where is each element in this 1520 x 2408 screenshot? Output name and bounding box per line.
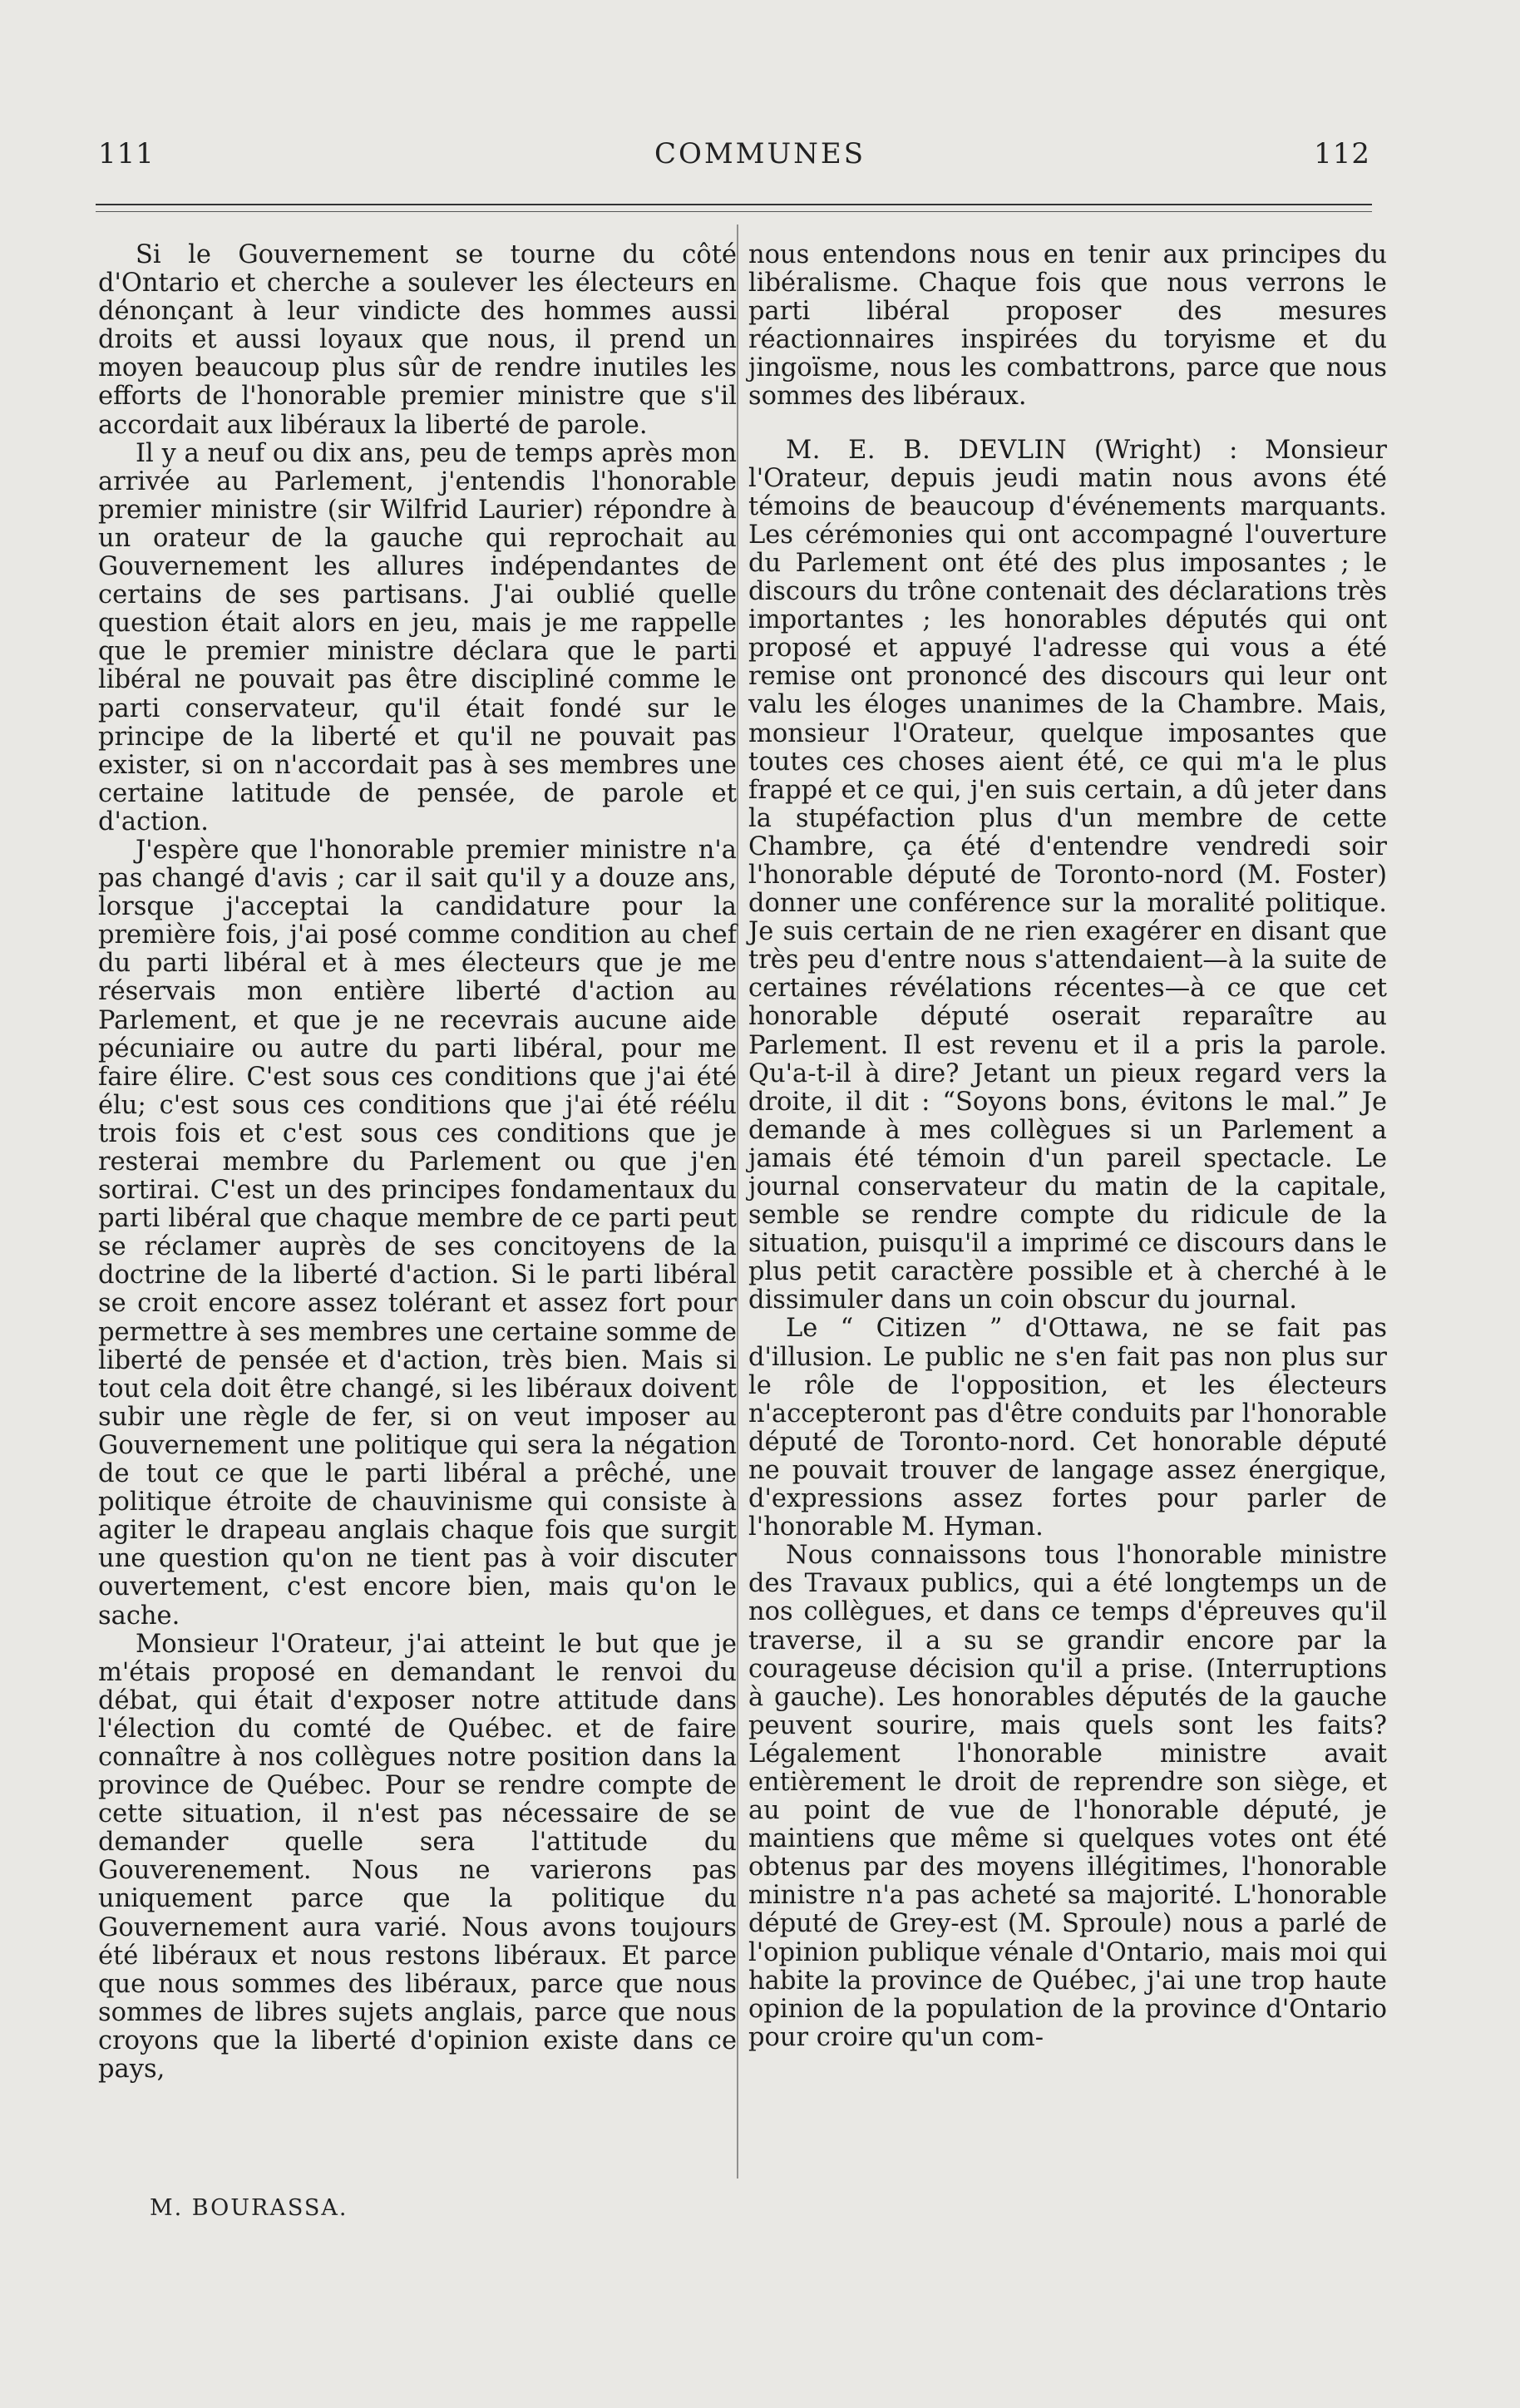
- paragraph: J'espère que l'honorable premier ministre n'a pas changé d'avis ; car il sait qu'il y a douze ans, lorsque j'acceptai la candidature pour la première fois, j'ai posé comme condition au chef du parti libéral et à mes électeurs que je me réservais mon entière liberté d'action au Parlement, et que je ne recevrais aucune aide pécuniaire ou autre du parti libéral, pour me faire élire. C'est sous ces conditions que j'ai été élu; c'est sous ces conditions que j'ai été réélu trois fois et c'est sous ces conditions que je resterai membre du Parlement ou que j'en sortirai. C'est un des principes fondamentaux du parti libéral que chaque membre de ce parti peut se réclamer auprès de ses concitoyens de la doctrine de la liberté d'action. Si le parti libéral se croit encore assez tolérant et assez fort pour permettre à ses membres une certaine somme de liberté de pensée et d'action, très bien. Mais si tout cela doit être changé, si les libéraux doivent subir une règle de fer, si on veut imposer au Gouvernement une politique qui sera la négation de tout ce que le parti libéral a prêché, une politique étroite de chauvinisme qui consiste à agiter le drapeau anglais chaque fois que surgit une question qu'on ne tient pas à voir discuter ouvertement, c'est encore bien, mais qu'on le sache.: [98, 835, 737, 1631]
- speech-text: : Monsieur l'Orateur, depuis jeudi matin nous avons été témoins de beaucoup d'événements marquants. Les cérémonies qui ont accompagné l'ouverture du Parlement ont été des plus imposantes ; le discours du trône contenait des déclarations très importantes ; les honorables députés qui ont proposé et appuyé l'adresse qui vous a été remise ont prononcé des discours qui leur ont valu les éloges unanimes de la Chambre. Mais, monsieur l'Orateur, quelque imposantes que toutes ces choses aient été, ce qui m'a le plus frappé et ce qui, j'en suis certain, a dû jeter dans la stupéfaction plus d'un membre de cette Chambre, ça été d'entendre vendredi soir l'honorable député de Toronto-nord (M. Foster) donner une conférence sur la moralité politique. Je suis certain de ne rien exagérer en disant que très peu d'entre nous s'attendaient—à la suite de certaines révélations récentes—à ce que cet honorable député oserait reparaître au Parlement. Il est revenu et il a pris la parole. Qu'a-t-il à dire? Jetant un pieux regard vers la droite, il dit : “Soyons bons, évitons le mal.” Je demande à mes collègues si un Parlement a jamais été témoin d'un pareil spectacle. Le journal conservateur du matin de la capitale, semble se rendre compte du ridicule de la situation, puisqu'il a imprimé ce discours dans le plus petit caractère possible et à cherché à le dissimuler dans un coin obscur du journal.: [748, 435, 1387, 1315]
- speaker-signature: M. BOURASSA.: [150, 2195, 348, 2221]
- left-column: [98, 241, 737, 2084]
- paragraph: Si le Gouvernement se tourne du côté d'Ontario et cherche a soulever les électeurs en dénonçant à leur vindicte des hommes aussi droits et aussi loyaux que nous, il prend un moyen beaucoup plus sûr de rendre inutiles les efforts de l'honorable premier ministre que s'il accordait aux libéraux la liberté de parole.: [98, 240, 737, 440]
- left-page-number: 111: [98, 137, 155, 170]
- speech-opening: [748, 437, 1387, 1315]
- header-rule: [96, 204, 1372, 205]
- header-rule-thin: [96, 211, 1372, 212]
- speaker-riding: (Wright): [1093, 435, 1202, 465]
- right-page-number: 112: [1314, 137, 1370, 170]
- speaker-name: M. E. B. DEVLIN: [786, 435, 1068, 465]
- paragraph: Nous connaissons tous l'honorable ministre des Travaux publics, qui a été longtemps un de nos collègues, et dans ce temps d'épreuves qu'il traverse, il a su se grandir encore par la courageuse décision qu'il a prise. (Interruptions à gauche). Les honorables députés de la gauche peuvent sourire, mais quels sont les faits? Légalement l'honorable ministre avait entièrement le droit de reprendre son siège, et au point de vue de l'honorable député, je maintiens que même si quelques votes ont été obtenus par des moyens illégitimes, l'honorable ministre n'a pas acheté sa majorité. L'honorable député de Grey-est (M. Sproule) nous a parlé de l'opinion publique vénale d'Ontario, mais moi qui habite la province de Québec, j'ai une trop haute opinion de la population de la province d'Ontario pour croire qu'un com-: [748, 1541, 1387, 2052]
- paragraph: Il y a neuf ou dix ans, peu de temps après mon arrivée au Parlement, j'entendis l'honorable premier ministre (sir Wilfrid Laurier) répondre à un orateur de la gauche qui reprochait au Gouvernement les allures indépendantes de certains de ses partisans. J'ai oublié quelle question était alors en jeu, mais je me rappelle que le premier ministre déclara que le parti libéral ne pouvait pas être discipliné comme le parti conservateur, qu'il était fondé sur le principe de la liberté et qu'il ne pouvait pas exister, si on n'accordait pas à ses membres une certaine latitude de pensée, de parole et d'action.: [98, 438, 737, 836]
- right-column: [748, 241, 1387, 2052]
- running-title: COMMUNES: [654, 137, 866, 170]
- paragraph: Le “ Citizen ” d'Ottawa, ne se fait pas d'illusion. Le public ne s'en fait pas non plus sur le rôle de l'opposition, et les électeurs n'accepteront pas d'être conduits par l'honorable député de Toronto-nord. Cet honorable député ne pouvait trouver de langage assez énergique, d'expressions assez fortes pour parler de l'honorable M. Hyman.: [748, 1314, 1387, 1542]
- column-divider: [737, 225, 738, 2179]
- paragraph: nous entendons nous en tenir aux principes du libéralisme. Chaque fois que nous verrons le parti libéral proposer des mesures réactionnaires inspirées du toryisme et du jingoïsme, nous les combattrons, parce que nous sommes des libéraux.: [748, 240, 1387, 412]
- paragraph: Monsieur l'Orateur, j'ai atteint le but que je m'étais proposé en demandant le renvoi du débat, qui était d'exposer notre attitude dans l'élection du comté de Québec. et de faire connaître à nos collègues notre position dans la province de Québec. Pour se rendre compte de cette situation, il n'est pas nécessaire de se demander quelle sera l'attitude du Gouverenement. Nous ne varierons pas uniquement parce que la politique du Gouvernement aura varié. Nous avons toujours été libéraux et nous restons libéraux. Et parce que nous sommes des libéraux, parce que nous sommes de libres sujets anglais, parce que nous croyons que la liberté d'opinion existe dans ce pays,: [98, 1629, 737, 2084]
